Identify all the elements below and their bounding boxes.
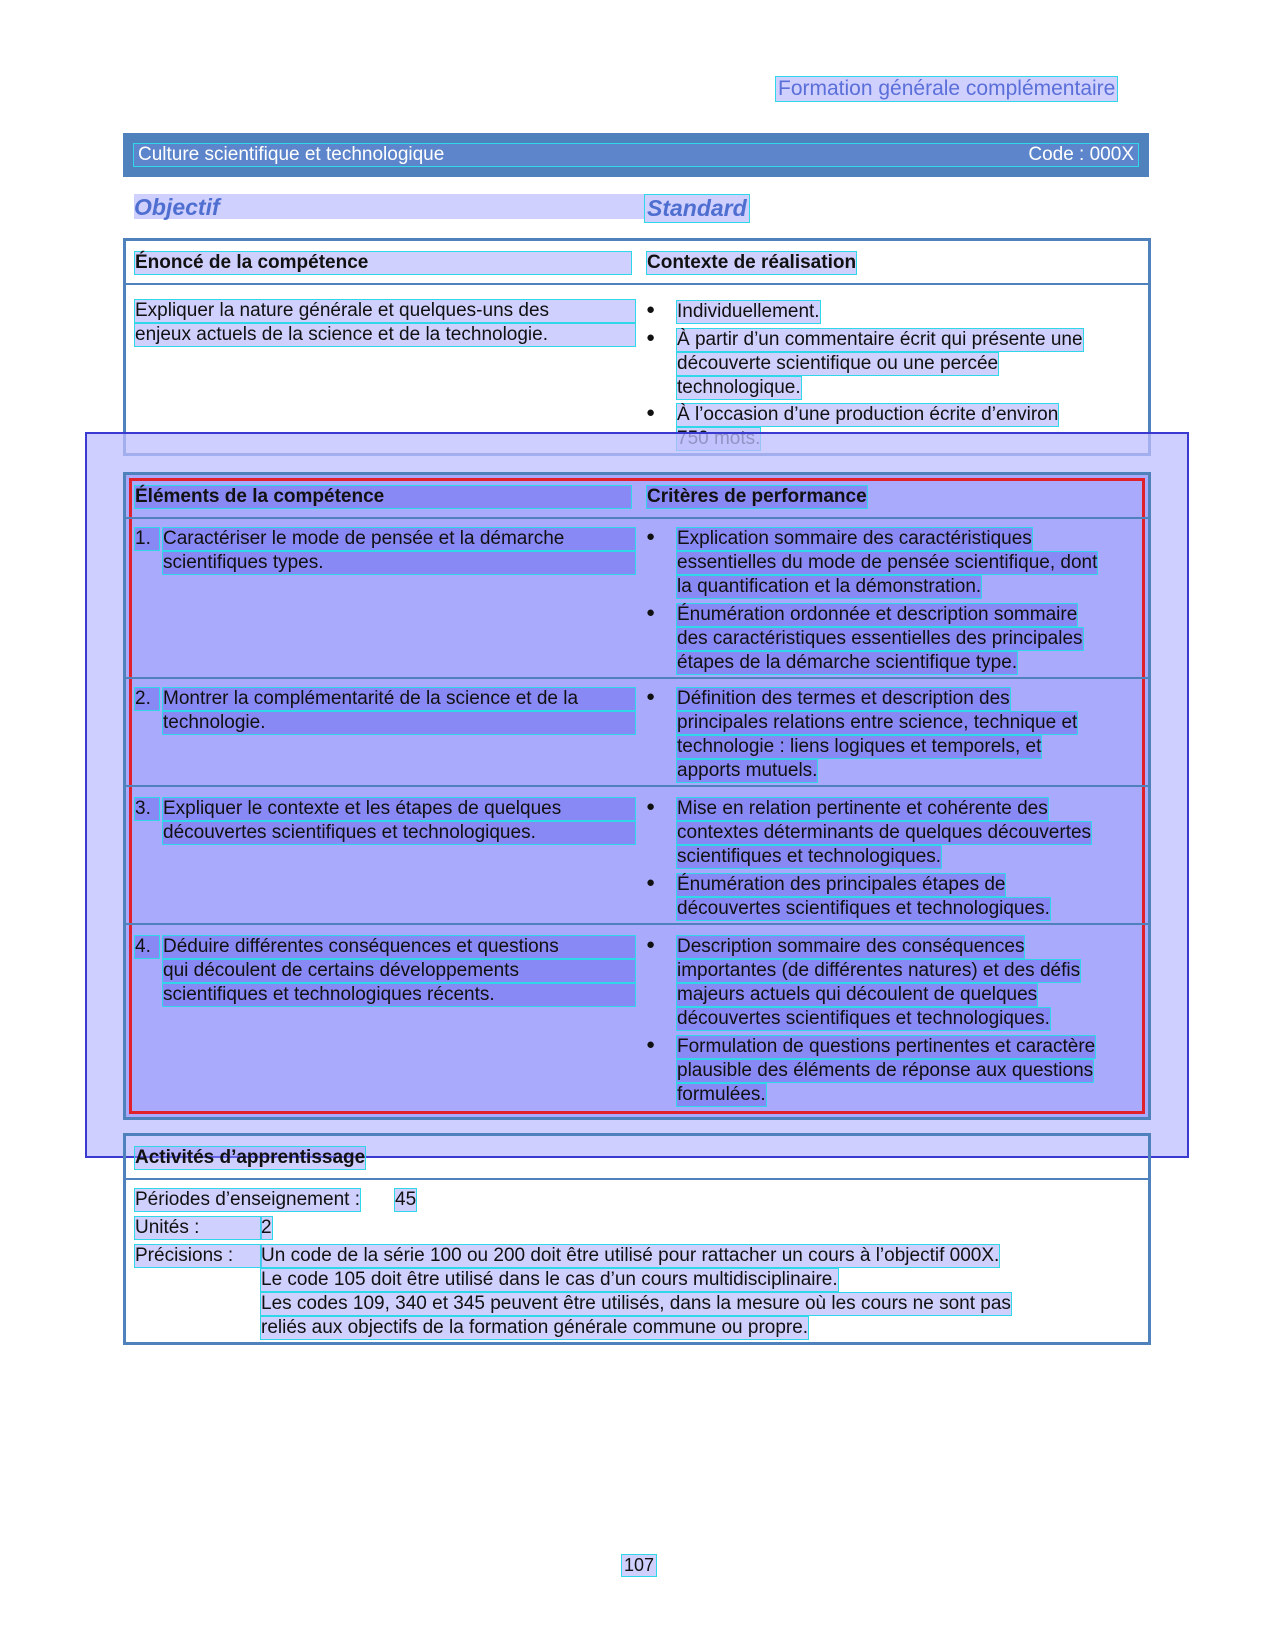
criterion-text: Énumération des principales étapes de <box>677 874 1006 895</box>
criterion-text: apports mutuels. <box>677 760 818 781</box>
element-text: Montrer la complémentarité de la science et de la <box>162 687 636 711</box>
element-row <box>126 517 1148 677</box>
context-item: Individuellement. <box>677 301 820 322</box>
competence-statement-line: enjeux actuels de la science et de la technologie. <box>134 323 636 347</box>
criterion-text: plausible des éléments de réponse aux questions <box>677 1060 1094 1081</box>
bullet-icon: ● <box>646 301 656 318</box>
element-text: Déduire différentes conséquences et questions <box>162 935 636 959</box>
bullet-icon: ● <box>646 688 656 705</box>
criterion-text: Formulation de questions pertinentes et caractère <box>677 1036 1096 1057</box>
activities-table <box>123 1133 1151 1345</box>
page-number: 107 <box>621 1554 657 1577</box>
bullet-icon: ● <box>646 798 656 815</box>
bullet-icon: ● <box>646 604 656 621</box>
context-header: Contexte de réalisation <box>647 252 857 273</box>
context-item: technologique. <box>677 377 801 398</box>
criterion-text: majeurs actuels qui découlent de quelques <box>677 984 1038 1005</box>
criterion-text: contextes déterminants de quelques découvertes <box>677 822 1092 843</box>
title-bar <box>123 133 1149 177</box>
element-text: Expliquer le contexte et les étapes de quelques <box>162 797 636 821</box>
bullet-icon: ● <box>646 1036 656 1053</box>
criterion-text: importantes (de différentes natures) et des défis <box>677 960 1081 981</box>
criterion-text: Description sommaire des conséquences <box>677 936 1025 957</box>
course-title: Culture scientifique et technologique <box>138 144 445 165</box>
precision-line: Les codes 109, 340 et 345 peuvent être utilisés, dans la mesure où les cours ne sont pas <box>261 1293 1011 1314</box>
context-item: À partir d’un commentaire écrit qui présente une <box>677 329 1083 350</box>
bullet-icon: ● <box>646 404 656 421</box>
periods-label: Périodes d’enseignement : <box>135 1189 360 1210</box>
element-text: qui découlent de certains développements <box>162 959 636 983</box>
precision-line: Un code de la série 100 ou 200 doit être utilisé pour rattacher un cours à l’objectif 000X. <box>261 1245 1000 1266</box>
criterion-text: scientifiques et technologiques. <box>677 846 942 867</box>
element-text: scientifiques et technologiques récents. <box>162 983 636 1007</box>
criteria-header: Critères de performance <box>647 486 867 507</box>
criterion-text: essentielles du mode de pensée scientifique, dont <box>677 552 1098 573</box>
document-section-title: Formation générale complémentaire <box>775 76 1118 102</box>
criterion-text: Énumération ordonnée et description sommaire <box>677 604 1078 625</box>
criterion-text: la quantification et la démonstration. <box>677 576 982 597</box>
element-text: scientifiques types. <box>162 551 636 575</box>
course-code: Code : 000X <box>1028 144 1134 165</box>
criterion-text: technologie : liens logiques et temporels, et <box>677 736 1042 757</box>
criterion-text: découvertes scientifiques et technologiques. <box>677 1008 1050 1029</box>
elements-table <box>123 472 1151 1120</box>
element-row <box>126 923 1148 1113</box>
element-number: 4. <box>134 935 160 959</box>
element-number: 1. <box>134 527 160 551</box>
precisions-label: Précisions : <box>134 1244 262 1268</box>
competence-statement-header: Énoncé de la compétence <box>134 251 632 275</box>
element-text: découvertes scientifiques et technologiques. <box>162 821 636 845</box>
element-row <box>126 677 1148 787</box>
units-value: 2 <box>261 1217 272 1238</box>
precision-line: reliés aux objectifs de la formation générale commune ou propre. <box>261 1317 809 1338</box>
criterion-text: Mise en relation pertinente et cohérente des <box>677 798 1048 819</box>
activities-header: Activités d’apprentissage <box>135 1147 366 1168</box>
standard-heading: Standard <box>644 194 750 223</box>
bullet-icon: ● <box>646 936 656 953</box>
element-text: Caractériser le mode de pensée et la démarche <box>162 527 636 551</box>
criterion-text: Explication sommaire des caractéristiques <box>677 528 1032 549</box>
element-row <box>126 785 1148 925</box>
criterion-text: étapes de la démarche scientifique type. <box>677 652 1018 673</box>
criterion-text: principales relations entre science, technique et <box>677 712 1078 733</box>
element-number: 2. <box>134 687 160 711</box>
criterion-text: Définition des termes et description des <box>677 688 1010 709</box>
criterion-text: des caractéristiques essentielles des principales <box>677 628 1083 649</box>
criterion-text: formulées. <box>677 1084 766 1105</box>
bullet-icon: ● <box>646 528 656 545</box>
periods-value: 45 <box>395 1189 417 1210</box>
objectif-heading: Objectif <box>134 194 644 219</box>
bullet-icon: ● <box>646 874 656 891</box>
criterion-text: découvertes scientifiques et technologiques. <box>677 898 1050 919</box>
competence-table <box>123 238 1151 456</box>
context-item: découverte scientifique ou une percée <box>677 353 999 374</box>
context-item: À l’occasion d’une production écrite d’environ <box>677 404 1059 425</box>
precision-line: Le code 105 doit être utilisé dans le cas d’un cours multidisciplinaire. <box>261 1269 838 1290</box>
competence-statement-line: Expliquer la nature générale et quelques-uns des <box>134 299 636 323</box>
elements-header: Éléments de la compétence <box>134 485 632 509</box>
bullet-icon: ● <box>646 329 656 346</box>
units-label: Unités : <box>134 1216 262 1240</box>
element-text: technologie. <box>162 711 636 735</box>
element-number: 3. <box>134 797 160 821</box>
